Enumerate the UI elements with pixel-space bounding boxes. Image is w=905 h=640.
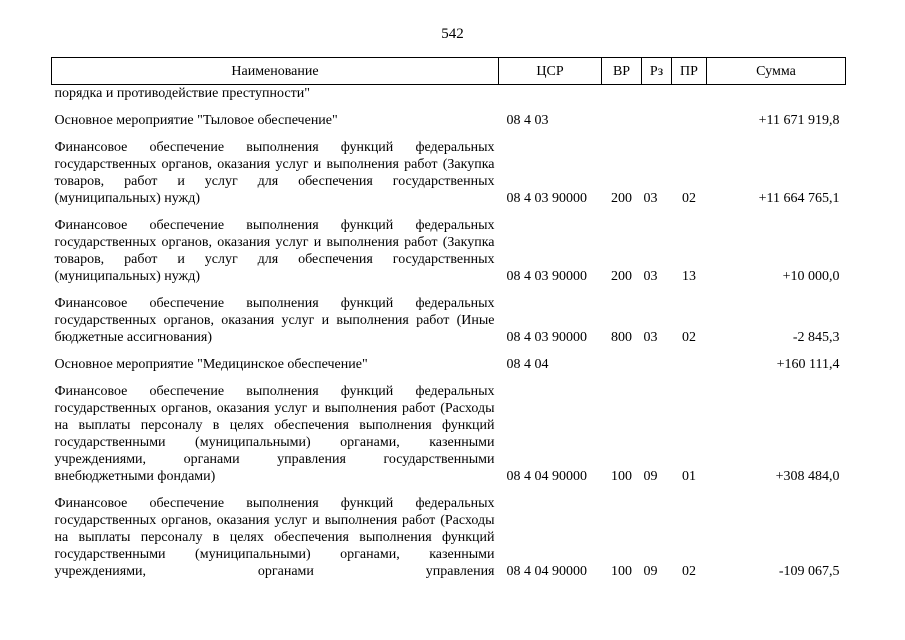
- row-pr: [672, 85, 707, 103]
- row-sum: +11 664 765,1: [758, 191, 840, 206]
- row-pr: 13: [682, 269, 696, 284]
- row-vr: 800: [611, 330, 632, 345]
- row-spacer: [52, 485, 846, 495]
- table-row: [52, 495, 846, 580]
- row-rz: 09: [643, 564, 658, 579]
- row-name: Финансовое обеспечение выполнения функций федеральных государственных органов, оказания услуг и выполнения работ (Закупка товаров, работ и услуг для обеспечения государственных (муниципальных) нужд): [54, 140, 495, 206]
- header-vr: ВР: [602, 58, 642, 85]
- row-sum: [707, 85, 846, 103]
- row-spacer: [52, 207, 846, 217]
- row-rz: [642, 112, 672, 129]
- row-vr: [602, 85, 642, 103]
- page-number: 542: [441, 26, 464, 42]
- row-csr: 08 4 03 90000: [506, 269, 587, 284]
- row-vr: 200: [611, 269, 632, 284]
- row-csr: 08 4 04 90000: [506, 564, 587, 579]
- row-spacer: [52, 373, 846, 383]
- header-rz: Рз: [642, 58, 672, 85]
- header-sum: Сумма: [707, 58, 846, 85]
- table-row: [52, 356, 846, 373]
- row-vr: [602, 112, 642, 129]
- row-pr: 02: [682, 191, 696, 206]
- table-row: [52, 139, 846, 207]
- row-sum: -109 067,5: [778, 564, 840, 579]
- row-name: Основное мероприятие "Тыловое обеспечение": [54, 113, 338, 128]
- row-sum: +10 000,0: [782, 269, 840, 284]
- row-csr: 08 4 03 90000: [506, 330, 587, 345]
- table-row: [52, 295, 846, 346]
- row-pr: 02: [682, 330, 696, 345]
- table-row: [52, 217, 846, 285]
- row-rz: 09: [643, 469, 658, 484]
- row-spacer: [52, 129, 846, 139]
- row-name: Финансовое обеспечение выполнения функций федеральных государственных органов, оказания услуг и выполнения работ (Закупка товаров, работ и услуг для обеспечения государственных (муниципальных) нужд): [54, 218, 495, 284]
- row-pr: [672, 112, 707, 129]
- table-row: [52, 112, 846, 129]
- row-rz: 03: [643, 269, 658, 284]
- row-name: Финансовое обеспечение выполнения функций федеральных государственных органов, оказания услуг и выполнения работ (Расходы на выплаты персоналу в целях обеспечения выполнения функций государственными (муниципальными) органами, казенными учреждениями, органами управления: [54, 496, 495, 579]
- row-sum: +160 111,4: [776, 357, 840, 372]
- row-sum: +308 484,0: [775, 469, 840, 484]
- row-sum: -2 845,3: [792, 330, 840, 345]
- table-header-row: [52, 58, 846, 85]
- row-csr: 08 4 04: [506, 357, 549, 372]
- row-spacer: [52, 285, 846, 295]
- row-spacer: [52, 346, 846, 356]
- table-row: [52, 85, 846, 103]
- row-spacer: [52, 102, 846, 112]
- row-vr: 100: [611, 564, 632, 579]
- row-sum: +11 671 919,8: [758, 113, 840, 128]
- row-csr: [499, 85, 602, 103]
- budget-table: [51, 57, 846, 580]
- table-row: [52, 383, 846, 485]
- row-rz: [642, 85, 672, 103]
- row-pr: 02: [682, 564, 696, 579]
- row-name: Финансовое обеспечение выполнения функций федеральных государственных органов, оказания услуг и выполнения работ (Расходы на выплаты персоналу в целях обеспечения выполнения функций государственными (муниципальными) органами, казенными учреждениями, органами управления государственными внебюджетными фондами): [54, 384, 495, 484]
- row-vr: [602, 356, 642, 373]
- header-name: Наименование: [52, 58, 499, 85]
- row-vr: 100: [611, 469, 632, 484]
- header-pr: ПР: [672, 58, 707, 85]
- row-csr: 08 4 03: [506, 113, 549, 128]
- row-vr: 200: [611, 191, 632, 206]
- row-name: Финансовое обеспечение выполнения функций федеральных государственных органов, оказания услуг и выполнения работ (Иные бюджетные ассигнования): [54, 296, 495, 345]
- row-pr: 01: [682, 469, 696, 484]
- row-name: Основное мероприятие "Медицинское обеспечение": [54, 357, 368, 372]
- row-rz: [642, 356, 672, 373]
- row-csr: 08 4 03 90000: [506, 191, 587, 206]
- row-rz: 03: [643, 191, 658, 206]
- row-rz: 03: [643, 330, 658, 345]
- row-csr: 08 4 04 90000: [506, 469, 587, 484]
- header-csr: ЦСР: [499, 58, 602, 85]
- row-pr: [672, 356, 707, 373]
- row-name: порядка и противодействие преступности": [54, 86, 310, 101]
